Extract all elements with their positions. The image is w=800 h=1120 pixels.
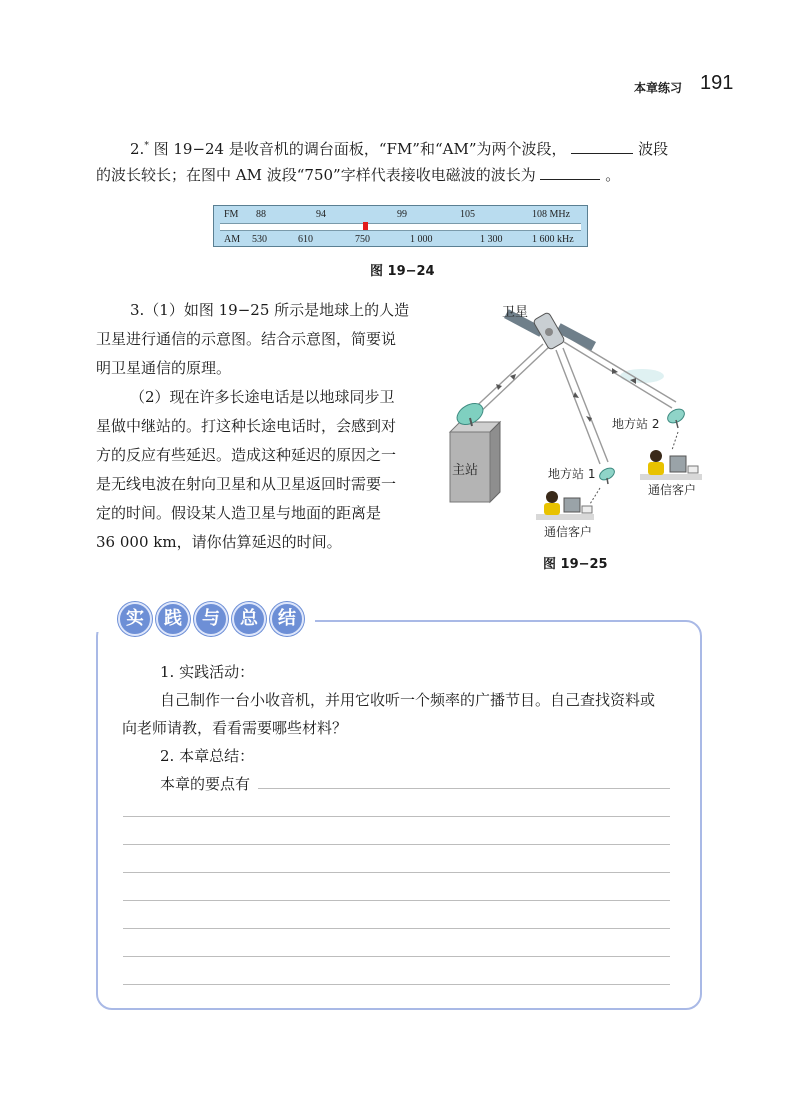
client-2-label: 通信客户 <box>648 483 697 497</box>
am-label: AM <box>224 234 241 245</box>
practice-activity-line1: 自己制作一台小收音机，并用它收听一个频率的广播节目。自己查找资料或 <box>160 691 656 709</box>
fm-mark: 94 <box>316 209 326 220</box>
chapter-summary-prompt: 本章的要点有 <box>160 775 251 793</box>
main-station-building <box>450 422 500 502</box>
writing-line[interactable] <box>123 956 670 957</box>
satellite-label: 卫星 <box>502 305 529 320</box>
section-badge: 与 <box>194 602 228 636</box>
client-1-person-icon <box>536 491 594 520</box>
q3-line: 星做中继站的。打这种长途电话时，会感到对 <box>96 417 397 435</box>
section-badge: 总 <box>232 602 266 636</box>
main-station-label: 主站 <box>452 463 479 478</box>
q3-line: 方的反应有些延迟。造成这种延迟的原因之一 <box>96 446 397 464</box>
tuning-scale-bar <box>220 223 581 231</box>
section-badge: 践 <box>156 602 190 636</box>
q3-line: 是无线电波在射向卫星和从卫星返回时需要一 <box>96 475 397 493</box>
practice-activity-title: 1. 实践活动： <box>160 663 255 681</box>
fm-label: FM <box>224 209 239 220</box>
station-2-label: 地方站 2 <box>612 417 660 431</box>
am-mark: 1 300 <box>480 234 503 245</box>
chapter-label: 本章练习 <box>634 81 683 95</box>
q2-blank-1[interactable] <box>571 137 633 154</box>
q2-text-a: 图 19−24 是收音机的调台面板，“FM”和“AM”为两个波段， <box>153 140 567 158</box>
q2-star: * <box>144 141 149 151</box>
q2-number: 2. <box>130 140 145 158</box>
section-badge: 实 <box>118 602 152 636</box>
q3-line: 定的时间。假设某人造卫星与地面的距离是 <box>96 504 382 522</box>
station-1-dish-icon <box>598 466 617 484</box>
q3-text-block <box>96 296 426 557</box>
q2-line1 <box>130 132 668 164</box>
am-mark: 1 000 <box>410 234 433 245</box>
writing-line[interactable] <box>123 984 670 985</box>
q2-text-b: 波段 <box>638 140 669 158</box>
fm-mark: 105 <box>460 209 475 220</box>
client-1-label: 通信客户 <box>544 525 593 539</box>
q3-line: 卫星进行通信的示意图。结合示意图，简要说 <box>96 330 397 348</box>
figure-19-24-caption: 图 19−24 <box>370 264 435 279</box>
station-2-dish-icon <box>665 406 687 428</box>
page-number: 191 <box>700 72 734 94</box>
fm-mark: 88 <box>256 209 266 220</box>
section-title-badges <box>118 602 304 636</box>
q2-line2 <box>96 161 620 190</box>
satellite-communication-diagram <box>440 292 720 542</box>
figure-19-25-caption: 图 19−25 <box>543 557 608 572</box>
q2-blank-2[interactable] <box>540 163 600 180</box>
chapter-summary-title: 2. 本章总结： <box>160 747 255 765</box>
q3-line: 3.（1）如图 19−25 所示是地球上的人造 <box>130 301 410 319</box>
writing-line[interactable] <box>123 844 670 845</box>
practice-activity-line2: 向老师请教，看看需要哪些材料？ <box>122 719 348 737</box>
fm-mark: 99 <box>397 209 407 220</box>
writing-line[interactable] <box>123 816 670 817</box>
writing-line[interactable] <box>123 928 670 929</box>
station-1-label: 地方站 1 <box>548 467 596 481</box>
writing-line[interactable] <box>258 788 670 789</box>
q3-line: （2）现在许多长途电话是以地球同步卫 <box>130 388 395 406</box>
radio-tuning-panel <box>213 205 588 247</box>
am-mark: 530 <box>252 234 267 245</box>
client-2-person-icon <box>640 450 702 480</box>
writing-line[interactable] <box>123 900 670 901</box>
tuning-needle <box>363 222 368 230</box>
q2-text-d: 。 <box>605 166 621 184</box>
section-badge: 结 <box>270 602 304 636</box>
am-mark: 610 <box>298 234 313 245</box>
q3-line: 明卫星通信的原理。 <box>96 359 232 377</box>
writing-line[interactable] <box>123 872 670 873</box>
fm-mark: 108 MHz <box>532 209 571 220</box>
q2-text-c: 的波长较长；在图中 AM 波段“750”字样代表接收电磁波的波长为 <box>96 166 536 184</box>
q3-line: 36 000 km，请你估算延迟的时间。 <box>96 533 342 551</box>
am-mark: 1 600 kHz <box>532 234 574 245</box>
am-mark: 750 <box>355 234 370 245</box>
